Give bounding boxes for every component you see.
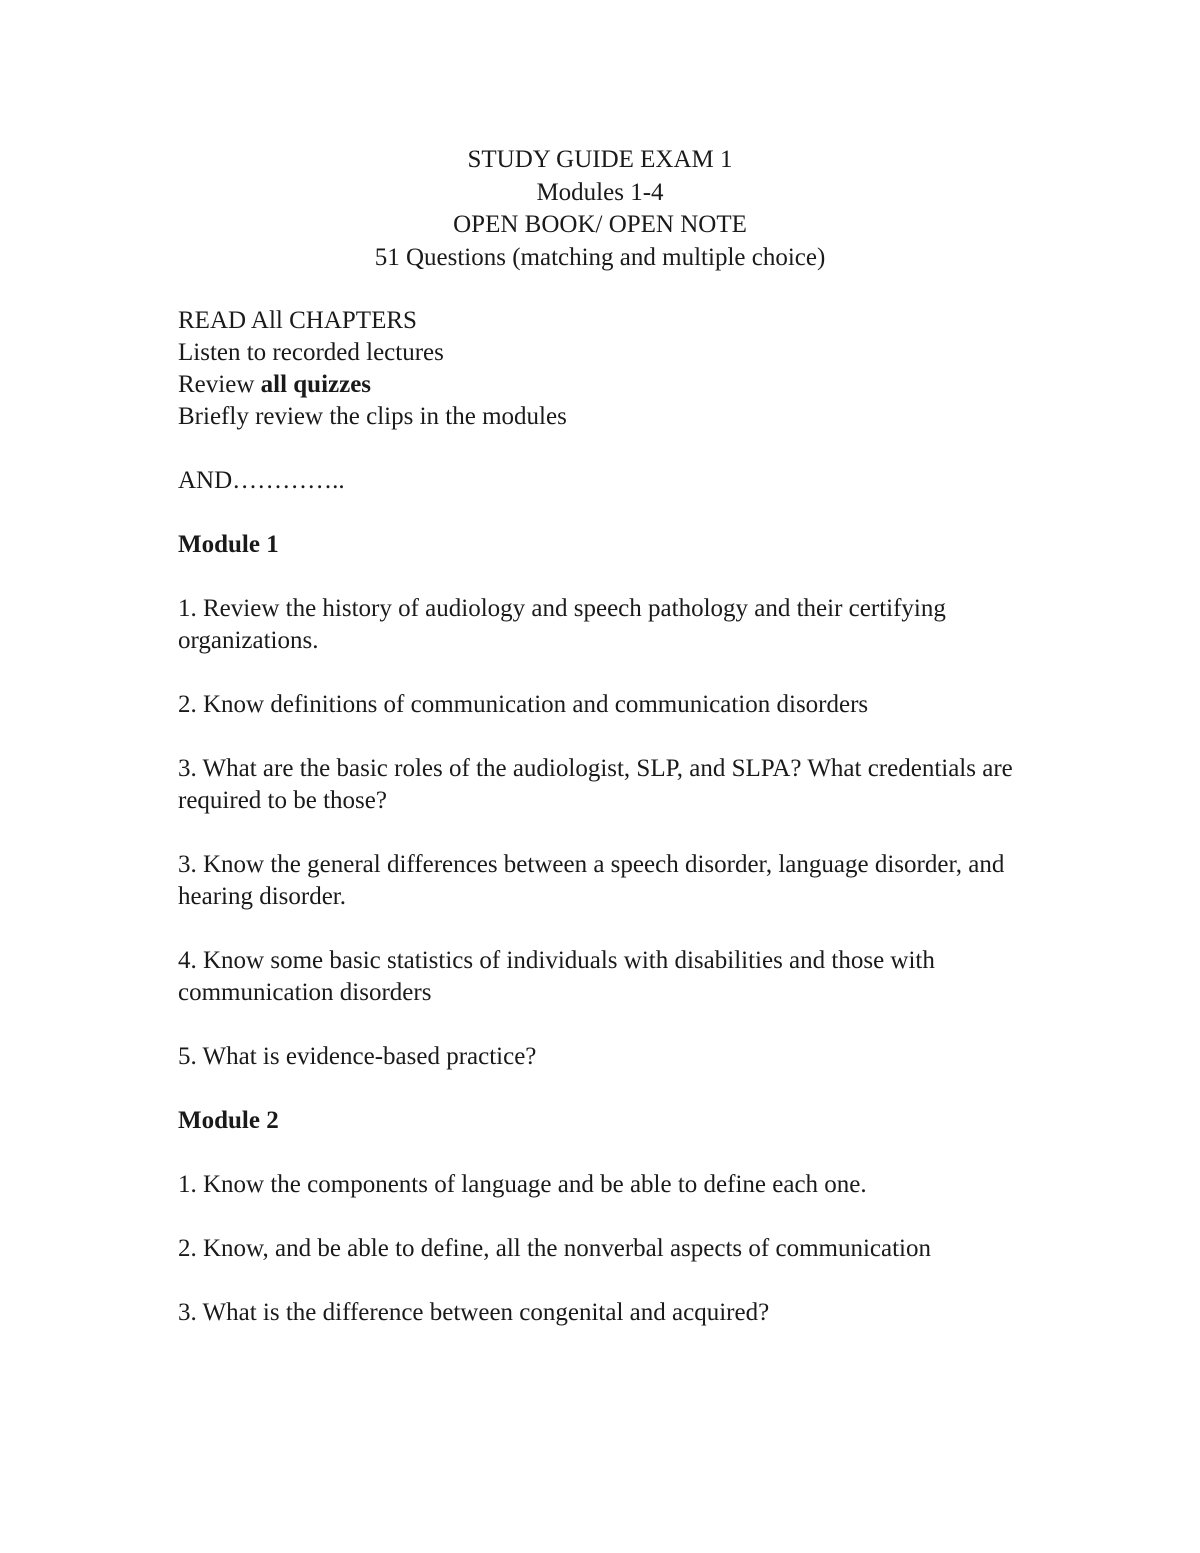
clips-instruction: Briefly review the clips in the modules	[178, 403, 567, 430]
document-body	[178, 305, 1028, 1329]
exam-format: OPEN BOOK/ OPEN NOTE	[453, 211, 747, 238]
module-1-item: 3. Know the general differences between a speech disorder, language disorder, and hearing disorder.	[178, 851, 1005, 910]
module-1-item: 4. Know some basic statistics of individuals with disabilities and those with communication disorders	[178, 947, 935, 1006]
and-line: AND…………..	[178, 467, 345, 494]
module-2-item: 1. Know the components of language and be able to define each one.	[178, 1171, 867, 1198]
review-prefix: Review	[178, 371, 261, 398]
module-2-item: 3. What is the difference between congenital and acquired?	[178, 1299, 770, 1326]
module-2-heading: Module 2	[178, 1107, 279, 1134]
review-instruction	[178, 369, 1028, 401]
modules-range: Modules 1-4	[536, 178, 664, 206]
module-1-item: 1. Review the history of audiology and speech pathology and their certifying organizations.	[178, 595, 946, 654]
read-instruction: READ All CHAPTERS	[178, 307, 417, 334]
module-2-item: 2. Know, and be able to define, all the nonverbal aspects of communication	[178, 1235, 932, 1262]
module-1-heading: Module 1	[178, 531, 279, 558]
module-1-item: 3. What are the basic roles of the audiologist, SLP, and SLPA? What credentials are required to be those?	[178, 755, 1013, 814]
question-count: 51 Questions (matching and multiple choice)	[374, 243, 826, 271]
document-header	[0, 144, 1200, 274]
listen-instruction: Listen to recorded lectures	[178, 339, 444, 366]
page-title: STUDY GUIDE EXAM 1	[467, 146, 733, 173]
module-1-item: 2. Know definitions of communication and communication disorders	[178, 691, 869, 718]
module-1-item: 5. What is evidence-based practice?	[178, 1043, 537, 1070]
review-bold-text: all quizzes	[260, 371, 372, 398]
